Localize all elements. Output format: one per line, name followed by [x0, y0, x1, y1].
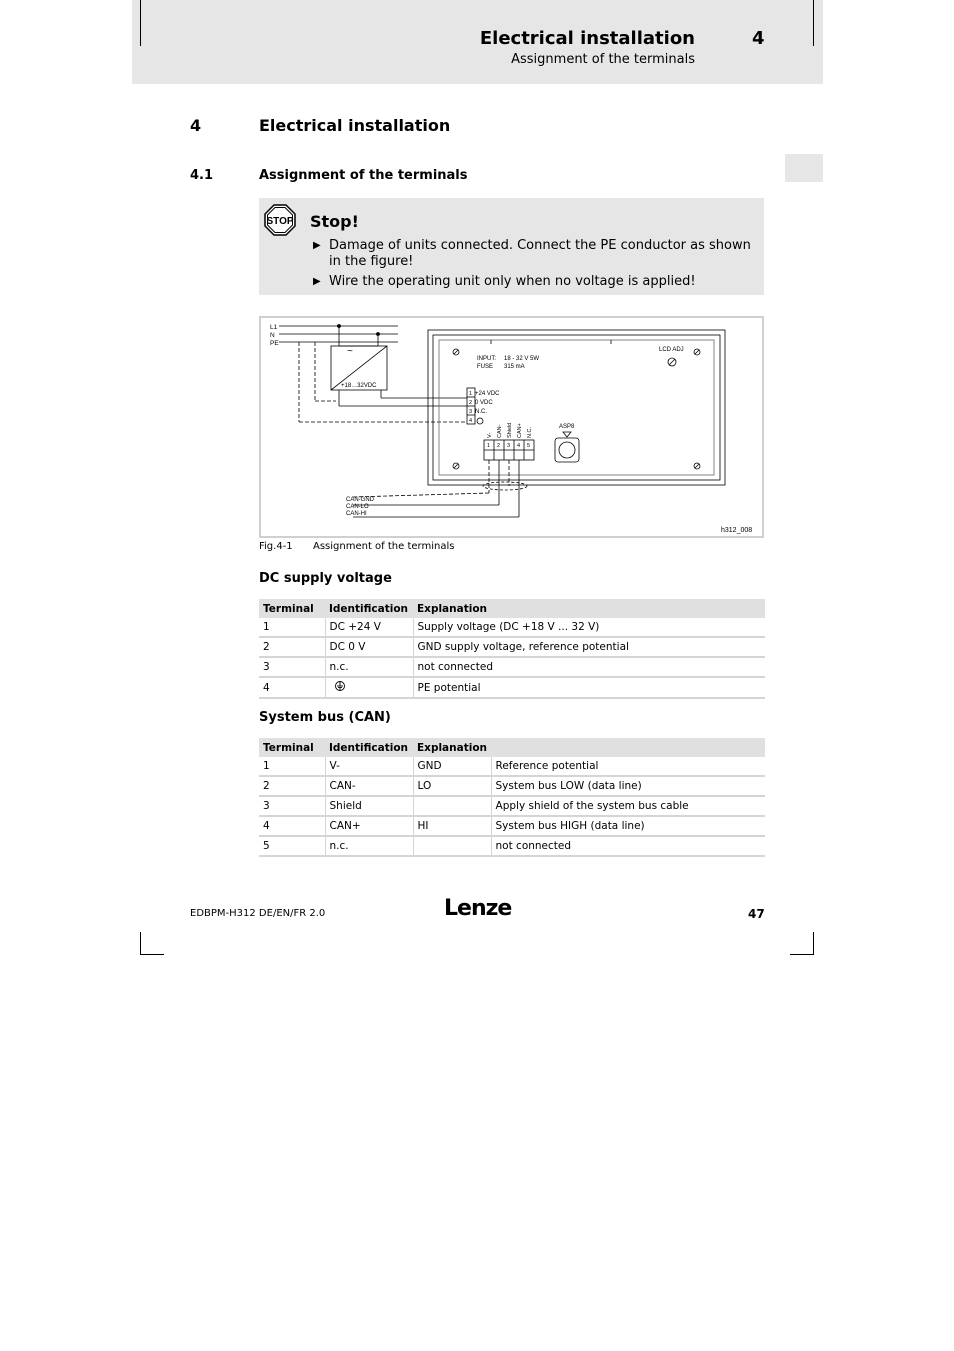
can-label: V- [487, 432, 493, 438]
footer-doc-id: EDBPM-H312 DE/EN/FR 2.0 [190, 908, 326, 919]
crop-mark [813, 0, 814, 46]
column-header: Explanation [413, 738, 491, 757]
table-row [259, 637, 765, 657]
earth-ground-icon [334, 680, 346, 692]
cell: 5 [259, 836, 325, 856]
ac-symbol: ~ [347, 346, 353, 357]
cell: DC 0 V [325, 637, 413, 657]
svg-text:3: 3 [469, 409, 473, 415]
svg-text:1: 1 [469, 391, 473, 397]
cell: CAN+ [325, 816, 413, 836]
cell [413, 796, 491, 816]
cell: DC +24 V [325, 618, 413, 637]
cell: 4 [259, 677, 325, 698]
column-header: Explanation [413, 599, 765, 618]
can-label: Shield [507, 422, 513, 438]
label-fuse-value: 315 mA [504, 364, 525, 370]
can-num: 2 [497, 443, 501, 449]
wiring-diagram-figure [259, 316, 764, 538]
cell: 2 [259, 776, 325, 796]
cell: HI [413, 816, 491, 836]
label-input: INPUT: [477, 356, 497, 362]
table-row [259, 836, 765, 856]
can-label: N.C. [527, 427, 533, 438]
column-header: Identification [325, 738, 413, 757]
crop-mark [140, 954, 164, 955]
cell: 4 [259, 816, 325, 836]
label-can-lo: CAN-LO [346, 504, 369, 510]
label-can-gnd: CAN-GND [346, 497, 374, 503]
table-header-row [259, 599, 765, 618]
lenze-logo: Lenze [444, 896, 512, 921]
crop-mark [790, 954, 814, 955]
stop-item [313, 274, 758, 290]
section-number: 4 [190, 116, 202, 135]
chapter-tab-marker [785, 154, 823, 182]
cell: Shield [325, 796, 413, 816]
cell: n.c. [325, 836, 413, 856]
label-t3: N.C. [475, 409, 487, 415]
cell: PE potential [413, 677, 765, 698]
header-band [132, 0, 823, 84]
cell: 3 [259, 657, 325, 677]
cell: 1 [259, 618, 325, 637]
stop-item-text: Wire the operating unit only when no voltage is applied! [329, 274, 696, 289]
can-num: 1 [487, 443, 491, 449]
system-bus-table [259, 738, 765, 857]
header-subtitle: Assignment of the terminals [511, 52, 695, 67]
table-row [259, 796, 765, 816]
column-header-empty [491, 738, 765, 757]
label-t2: 0 VDC [475, 400, 493, 406]
label-can-hi: CAN-HI [346, 511, 367, 517]
svg-text:2: 2 [469, 400, 473, 406]
cell: n.c. [325, 657, 413, 677]
cell: V- [325, 757, 413, 776]
figure-id: h312_008 [721, 527, 753, 534]
cell: CAN- [325, 776, 413, 796]
cell: 2 [259, 637, 325, 657]
bullet-arrow-icon: ▶ [313, 276, 321, 287]
stop-icon-text: STOP [266, 216, 294, 227]
label-lcd-adj: LCD ADJ [659, 347, 684, 353]
table-row [259, 757, 765, 776]
page-number: 47 [748, 907, 765, 921]
label-n: N [270, 332, 275, 339]
stop-item-text: Damage of units connected. Connect the PE conductor as shown in the figure! [329, 238, 751, 269]
bullet-arrow-icon: ▶ [313, 240, 321, 251]
stop-sign-icon [264, 204, 296, 236]
cell: Supply voltage (DC +18 V ... 32 V) [413, 618, 765, 637]
column-header: Identification [325, 599, 413, 618]
system-bus-heading: System bus (CAN) [259, 710, 391, 725]
stop-title: Stop! [310, 212, 359, 231]
stop-item [313, 238, 758, 270]
figure-caption-number: Fig.4-1 [259, 541, 293, 552]
can-num: 3 [507, 443, 511, 449]
cell: LO [413, 776, 491, 796]
cell [325, 677, 413, 698]
crop-mark [140, 0, 141, 46]
table-row [259, 816, 765, 836]
column-header: Terminal [259, 599, 325, 618]
cell: GND [413, 757, 491, 776]
cell: System bus LOW (data line) [491, 776, 765, 796]
dc-supply-table [259, 599, 765, 699]
label-psu-range: +18…32VDC [341, 383, 377, 389]
table-row [259, 776, 765, 796]
header-chapter-number: 4 [752, 28, 765, 49]
cell: GND supply voltage, reference potential [413, 637, 765, 657]
table-row [259, 677, 765, 698]
column-header: Terminal [259, 738, 325, 757]
label-fuse: FUSE [477, 364, 494, 370]
crop-mark [140, 932, 141, 955]
label-pe: PE [270, 340, 279, 347]
section-title: Electrical installation [259, 116, 451, 135]
can-num: 5 [527, 443, 531, 449]
crop-mark [813, 932, 814, 955]
cell: 1 [259, 757, 325, 776]
cell: Reference potential [491, 757, 765, 776]
wiring-diagram [261, 318, 762, 536]
dc-supply-heading: DC supply voltage [259, 571, 392, 586]
table-row [259, 657, 765, 677]
cell [413, 836, 491, 856]
cell: 3 [259, 796, 325, 816]
subsection-number: 4.1 [190, 168, 214, 183]
svg-text:4: 4 [469, 418, 473, 424]
label-t1: +24 VDC [475, 391, 500, 397]
cell: System bus HIGH (data line) [491, 816, 765, 836]
can-label: CAN+ [517, 423, 523, 438]
can-num: 4 [517, 443, 521, 449]
label-l1: L1 [270, 324, 278, 331]
label-input-value: 18 - 32 V 5W [504, 356, 540, 362]
label-asp8: ASP8 [559, 424, 575, 430]
figure-caption-text: Assignment of the terminals [313, 541, 455, 552]
cell: not connected [491, 836, 765, 856]
header-title: Electrical installation [479, 28, 695, 49]
can-label: CAN- [497, 424, 503, 438]
cell: not connected [413, 657, 765, 677]
cell: Apply shield of the system bus cable [491, 796, 765, 816]
subsection-title: Assignment of the terminals [259, 168, 468, 183]
table-header-row [259, 738, 765, 757]
table-row [259, 618, 765, 637]
